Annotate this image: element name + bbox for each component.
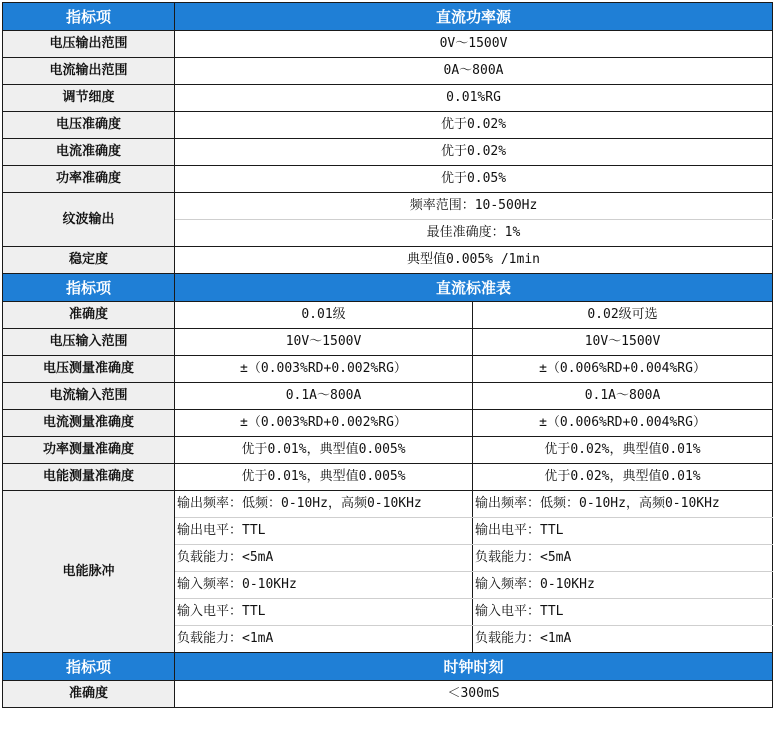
header-title: 直流功率源 — [175, 3, 773, 31]
row-value-b: 优于0.02%，典型值0.01% — [473, 437, 773, 464]
table-row — [3, 166, 773, 193]
row-label: 电流输出范围 — [3, 58, 175, 85]
row-value-a: 优于0.01%，典型值0.005% — [175, 437, 473, 464]
row-value: 0A～800A — [175, 58, 773, 85]
table-row — [3, 247, 773, 274]
row-value: ＜300mS — [175, 681, 773, 708]
table-row — [3, 437, 773, 464]
pulse-spec-b: 输出频率：低频：0-10Hz，高频0-10KHz — [473, 491, 773, 518]
section-header-clock — [3, 653, 773, 681]
table-row — [3, 410, 773, 437]
table-row — [3, 464, 773, 491]
table-row — [3, 31, 773, 58]
pulse-spec-a: 输出频率：低频：0-10Hz，高频0-10KHz — [175, 491, 473, 518]
table-row — [3, 302, 773, 329]
row-label: 功率测量准确度 — [3, 437, 175, 464]
pulse-spec-b: 输入电平：TTL — [473, 599, 773, 626]
row-value-b: 10V～1500V — [473, 329, 773, 356]
pulse-spec-a: 输入频率：0-10KHz — [175, 572, 473, 599]
pulse-spec-a: 输出电平：TTL — [175, 518, 473, 545]
row-value: 优于0.02% — [175, 112, 773, 139]
section-header-dc-meter — [3, 274, 773, 302]
row-value-a: 10V～1500V — [175, 329, 473, 356]
row-value-a: ±（0.003%RD+0.002%RG） — [175, 356, 473, 383]
row-value-b: 0.1A～800A — [473, 383, 773, 410]
pulse-spec-a: 负载能力：<1mA — [175, 626, 473, 653]
table-row — [3, 112, 773, 139]
row-label: 准确度 — [3, 302, 175, 329]
row-label: 电压输入范围 — [3, 329, 175, 356]
row-value: 0V～1500V — [175, 31, 773, 58]
pulse-spec-b: 负载能力：<1mA — [473, 626, 773, 653]
row-label: 稳定度 — [3, 247, 175, 274]
row-label: 电流准确度 — [3, 139, 175, 166]
row-value-b: ±（0.006%RD+0.004%RG） — [473, 410, 773, 437]
pulse-spec-b: 输出电平：TTL — [473, 518, 773, 545]
row-label: 电压准确度 — [3, 112, 175, 139]
pulse-spec-b: 输入频率：0-10KHz — [473, 572, 773, 599]
row-value: 0.01%RG — [175, 85, 773, 112]
pulse-spec-a: 负载能力：<5mA — [175, 545, 473, 572]
table-row — [3, 193, 773, 220]
table-row — [3, 681, 773, 708]
row-label: 电流输入范围 — [3, 383, 175, 410]
row-value-b: 优于0.02%，典型值0.01% — [473, 464, 773, 491]
table-row — [3, 383, 773, 410]
table-row — [3, 139, 773, 166]
row-label: 电能测量准确度 — [3, 464, 175, 491]
row-value: 典型值0.005% /1min — [175, 247, 773, 274]
row-value-a: 0.01级 — [175, 302, 473, 329]
row-label: 电流测量准确度 — [3, 410, 175, 437]
row-label: 调节细度 — [3, 85, 175, 112]
row-value-a: ±（0.003%RD+0.002%RG） — [175, 410, 473, 437]
header-label: 指标项 — [3, 3, 175, 31]
row-value: 最佳准确度：1% — [175, 220, 773, 247]
row-value-a: 0.1A～800A — [175, 383, 473, 410]
header-label: 指标项 — [3, 653, 175, 681]
table-row — [3, 491, 773, 518]
row-value: 频率范围：10-500Hz — [175, 193, 773, 220]
pulse-spec-a: 输入电平：TTL — [175, 599, 473, 626]
row-value-a: 优于0.01%，典型值0.005% — [175, 464, 473, 491]
row-label: 电能脉冲 — [3, 491, 175, 653]
table-row — [3, 85, 773, 112]
table-row — [3, 356, 773, 383]
row-value-b: 0.02级可选 — [473, 302, 773, 329]
table-row — [3, 329, 773, 356]
row-label: 电压输出范围 — [3, 31, 175, 58]
table-row — [3, 58, 773, 85]
row-value: 优于0.02% — [175, 139, 773, 166]
pulse-spec-b: 负载能力：<5mA — [473, 545, 773, 572]
row-label: 功率准确度 — [3, 166, 175, 193]
row-value-b: ±（0.006%RD+0.004%RG） — [473, 356, 773, 383]
row-label: 电压测量准确度 — [3, 356, 175, 383]
row-label: 纹波输出 — [3, 193, 175, 247]
row-value: 优于0.05% — [175, 166, 773, 193]
header-title: 直流标准表 — [175, 274, 773, 302]
header-title: 时钟时刻 — [175, 653, 773, 681]
row-label: 准确度 — [3, 681, 175, 708]
header-label: 指标项 — [3, 274, 175, 302]
section-header-dc-power — [3, 3, 773, 31]
spec-table — [2, 2, 773, 708]
